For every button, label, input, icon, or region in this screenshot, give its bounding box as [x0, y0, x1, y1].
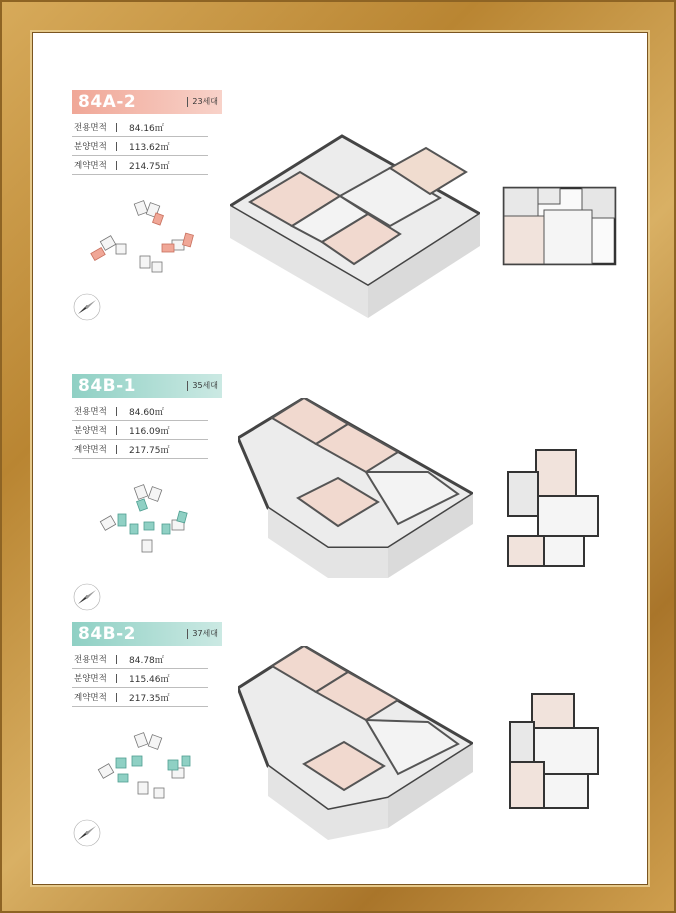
spec-row	[72, 669, 208, 688]
spec-row	[72, 118, 208, 137]
spec-label: 전용면적	[74, 123, 107, 133]
unit-name: 84B-1	[78, 376, 136, 396]
spec-table	[72, 650, 208, 707]
spec-row	[72, 421, 208, 440]
unit-badge	[72, 374, 222, 398]
spec-value: 84.60㎡	[129, 407, 164, 418]
spec-value: 217.35㎡	[129, 693, 170, 704]
spec-value: 113.62㎡	[129, 142, 170, 153]
compass-icon	[72, 292, 102, 322]
compass-icon	[72, 818, 102, 848]
isometric-floor-plan	[230, 118, 480, 318]
brochure-page	[32, 32, 648, 885]
spec-row	[72, 650, 208, 669]
spec-value: 116.09㎡	[129, 426, 170, 437]
2d-floor-plan	[502, 186, 617, 276]
spec-row	[72, 156, 208, 175]
compass-icon	[72, 582, 102, 612]
spec-label: 계약면적	[74, 445, 107, 455]
spec-value: 84.16㎡	[129, 123, 164, 134]
site-keymap	[72, 484, 202, 594]
spec-value: 115.46㎡	[129, 674, 170, 685]
unit-name: 84A-2	[78, 92, 137, 112]
spec-row	[72, 688, 208, 707]
unit-name: 84B-2	[78, 624, 136, 644]
spec-label: 계약면적	[74, 693, 107, 703]
spec-value: 84.78㎡	[129, 655, 164, 666]
unit-section-84b-2	[32, 622, 648, 892]
spec-label: 분양면적	[74, 142, 107, 152]
2d-floor-plan	[508, 692, 608, 812]
unit-section-84a-2	[32, 90, 648, 360]
spec-row	[72, 440, 208, 459]
isometric-floor-plan	[238, 646, 473, 856]
spec-label: 계약면적	[74, 161, 107, 171]
household-count: 37세대	[187, 629, 218, 639]
spec-row	[72, 402, 208, 421]
unit-badge	[72, 622, 222, 646]
isometric-floor-plan	[238, 398, 473, 608]
2d-floor-plan	[506, 448, 606, 568]
spec-label: 전용면적	[74, 655, 107, 665]
spec-table	[72, 402, 208, 459]
household-count: 35세대	[187, 381, 218, 391]
household-count: 23세대	[187, 97, 218, 107]
spec-value: 214.75㎡	[129, 161, 170, 172]
unit-section-84b-1	[32, 374, 648, 644]
spec-label: 분양면적	[74, 426, 107, 436]
spec-row	[72, 137, 208, 156]
unit-badge	[72, 90, 222, 114]
spec-table	[72, 118, 208, 175]
spec-label: 분양면적	[74, 674, 107, 684]
spec-value: 217.75㎡	[129, 445, 170, 456]
spec-label: 전용면적	[74, 407, 107, 417]
